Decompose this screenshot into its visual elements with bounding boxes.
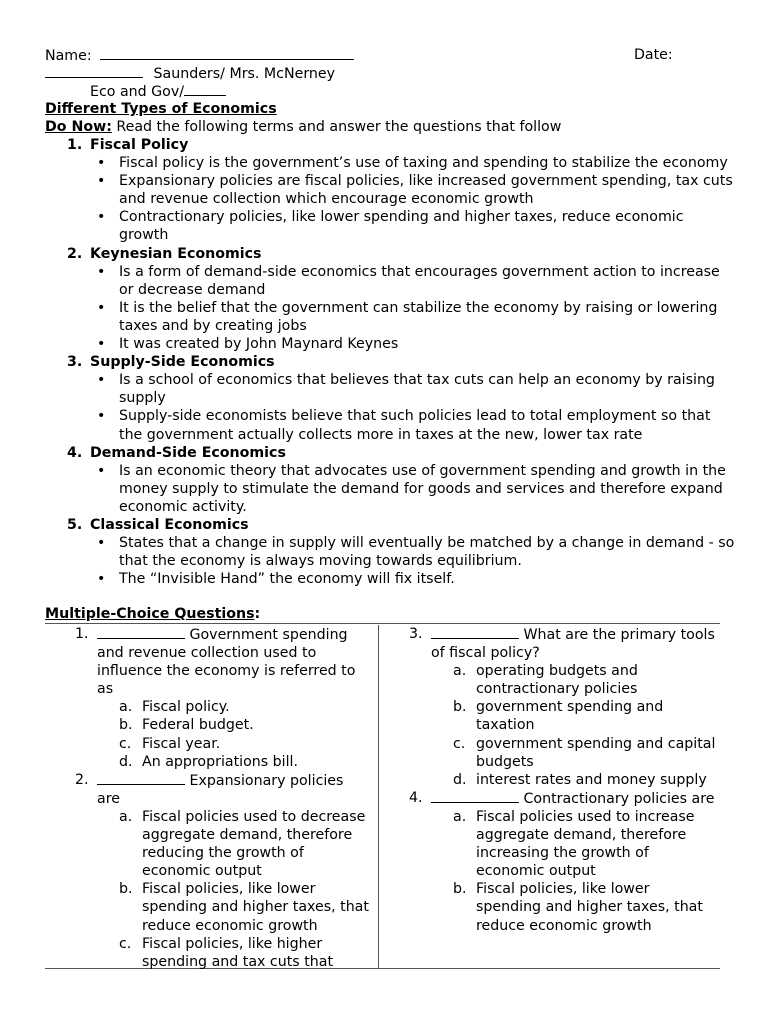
- mc-column-left: [45, 625, 379, 968]
- option-letter: b.: [453, 699, 467, 716]
- term-bullets: [90, 534, 735, 588]
- question-number: 1.: [75, 626, 89, 642]
- terms-list: [45, 136, 735, 588]
- question: [379, 625, 716, 662]
- answer-option[interactable]: [379, 698, 716, 734]
- term-number: 4.: [67, 444, 83, 461]
- answer-option[interactable]: [45, 808, 374, 880]
- class-line: [90, 82, 226, 101]
- question-number: 3.: [409, 626, 423, 642]
- option-text: interest rates and money supply: [476, 771, 707, 788]
- question-stem: [431, 625, 716, 662]
- bullet-glyph: •: [97, 336, 106, 353]
- answer-option[interactable]: [379, 880, 716, 934]
- term-section: [67, 136, 735, 245]
- do-now-line: [45, 118, 561, 136]
- bullet-text: Is a form of demand-side economics that encourages government action to increase or decrease demand: [119, 263, 720, 298]
- question-stem: [97, 771, 367, 808]
- bullet-glyph: •: [97, 155, 106, 172]
- answer-option[interactable]: [45, 880, 374, 934]
- option-text: Federal budget.: [142, 717, 254, 734]
- bullet-glyph: •: [97, 173, 106, 190]
- bullet-glyph: •: [97, 462, 106, 479]
- bullet-text: Is a school of economics that believes that tax cuts can help an economy by raising supply: [119, 372, 715, 407]
- mc-colon: :: [254, 606, 261, 622]
- answer-option[interactable]: [45, 753, 374, 771]
- name-blank[interactable]: [100, 46, 354, 60]
- mc-column-right: [379, 625, 720, 935]
- option-letter: b.: [119, 881, 133, 898]
- term-number: 3.: [67, 354, 83, 371]
- bullet-glyph: •: [97, 263, 106, 280]
- mc-heading-line: [45, 605, 260, 623]
- term-bullets: [90, 371, 735, 443]
- option-text: government spending and taxation: [476, 699, 664, 734]
- term-section: [67, 245, 735, 354]
- bullet-glyph: •: [97, 209, 106, 226]
- bullet-glyph: •: [97, 299, 106, 316]
- option-text: government spending and capital budgets: [476, 735, 716, 770]
- name-line: [45, 46, 354, 65]
- do-now-label: Do Now:: [45, 119, 112, 135]
- bullet-item: [97, 534, 735, 570]
- option-letter: d.: [453, 771, 467, 788]
- bullet-item: [97, 299, 735, 335]
- bullet-text: Expansionary policies are fiscal policies, like increased government spending, tax cuts and revenue collection which encourage economic growth: [119, 173, 733, 208]
- name-label: Name:: [45, 48, 92, 64]
- bullet-text: States that a change in supply will eventually be matched by a change in demand - so that the economy is always moving towards equilibrium.: [119, 535, 735, 570]
- question-number: 4.: [409, 789, 423, 806]
- bullet-item: [97, 462, 735, 516]
- bullet-glyph: •: [97, 372, 106, 389]
- question-number: 2.: [75, 771, 89, 788]
- term-bullets: [90, 154, 735, 244]
- option-letter: a.: [453, 663, 467, 680]
- date-label: Date:: [634, 47, 673, 63]
- term-bullets: [90, 263, 735, 353]
- option-text: Fiscal policies used to increase aggregate demand, therefore increasing the growth of economic output: [476, 808, 695, 880]
- question-text: Expansionary policies are: [97, 772, 344, 807]
- document-title: Different Types of Economics: [45, 101, 277, 117]
- bullet-glyph: •: [97, 571, 106, 588]
- option-text: Fiscal policies, like higher spending and tax cuts that: [142, 935, 334, 970]
- answer-option[interactable]: [45, 698, 374, 716]
- question-text: Contractionary policies are: [519, 790, 715, 807]
- option-letter: c.: [453, 735, 466, 752]
- do-now-text: Read the following terms and answer the questions that follow: [111, 119, 562, 135]
- term-number: 2.: [67, 245, 83, 262]
- class-label: Eco and Gov/: [90, 84, 185, 100]
- answer-option[interactable]: [379, 771, 716, 789]
- bullet-item: [97, 407, 735, 443]
- term-number: 1.: [67, 137, 83, 153]
- terms-section: [45, 136, 735, 588]
- question-text: What are the primary tools of fiscal policy?: [431, 627, 715, 662]
- bullet-item: [97, 263, 735, 299]
- answer-option[interactable]: [379, 662, 716, 698]
- option-letter: a.: [119, 808, 133, 825]
- question: [45, 625, 367, 698]
- bullet-item: [97, 208, 735, 244]
- answer-blank[interactable]: [431, 625, 519, 639]
- term-title: Classical Economics: [90, 516, 249, 533]
- question-stem: [97, 625, 367, 698]
- option-letter: c.: [119, 735, 132, 752]
- question-stem: [431, 789, 716, 808]
- bullet-text: Is an economic theory that advocates use of government spending and growth in the money supply to stimulate the demand for goods and services and therefore expand economic activity.: [119, 462, 726, 515]
- bullet-glyph: •: [97, 408, 106, 425]
- answer-option[interactable]: [379, 808, 716, 880]
- term-title: Keynesian Economics: [90, 245, 262, 262]
- bullet-item: [97, 172, 735, 208]
- date-blank[interactable]: [45, 64, 143, 78]
- term-section: [67, 516, 735, 588]
- answer-option[interactable]: [45, 935, 374, 971]
- term-section: [67, 444, 735, 516]
- bullet-item: [97, 154, 735, 172]
- option-letter: d.: [119, 753, 133, 770]
- bullet-item: [97, 335, 735, 353]
- question: [379, 789, 716, 808]
- bullet-item: [97, 371, 735, 407]
- mc-table: [45, 623, 720, 969]
- bullet-item: [97, 570, 735, 588]
- option-letter: c.: [119, 935, 132, 952]
- term-section: [67, 353, 735, 443]
- bullet-text: It was created by John Maynard Keynes: [119, 336, 399, 353]
- teacher-line: [45, 64, 335, 83]
- class-blank[interactable]: [184, 82, 226, 96]
- question-text: Government spending and revenue collection used to influence the economy is referred to as: [97, 627, 356, 698]
- option-letter: a.: [119, 699, 133, 716]
- bullet-text: Supply-side economists believe that such policies lead to total employment so that the government actually collects more in taxes at the new, lower tax rate: [119, 408, 711, 443]
- bullet-text: It is the belief that the government can stabilize the economy by raising or lowering taxes and by creating jobs: [119, 299, 718, 334]
- bullet-glyph: •: [97, 535, 106, 552]
- answer-blank[interactable]: [97, 771, 185, 785]
- term-title: Supply-Side Economics: [90, 354, 275, 371]
- term-title: Fiscal Policy: [90, 137, 189, 153]
- teacher-name: Saunders/ Mrs. McNerney: [153, 66, 336, 82]
- term-title: Demand-Side Economics: [90, 444, 286, 461]
- mc-heading: Multiple-Choice Questions: [45, 606, 255, 622]
- option-text: Fiscal policies, like lower spending and higher taxes, that reduce economic growth: [142, 881, 369, 934]
- bullet-text: Fiscal policy is the government’s use of taxing and spending to stabilize the economy: [119, 155, 728, 172]
- option-text: An appropriations bill.: [142, 753, 299, 770]
- answer-option[interactable]: [45, 716, 374, 734]
- answer-blank[interactable]: [431, 789, 519, 803]
- answer-option[interactable]: [379, 735, 716, 771]
- option-text: Fiscal policy.: [142, 699, 230, 716]
- option-letter: b.: [119, 717, 133, 734]
- option-text: operating budgets and contractionary policies: [476, 663, 638, 698]
- term-bullets: [90, 462, 735, 516]
- term-number: 5.: [67, 516, 83, 533]
- answer-blank[interactable]: [97, 625, 185, 639]
- option-letter: a.: [453, 808, 467, 825]
- bullet-text: Contractionary policies, like lower spending and higher taxes, reduce economic growth: [119, 209, 684, 244]
- answer-option[interactable]: [45, 735, 374, 753]
- option-text: Fiscal policies, like lower spending and higher taxes, that reduce economic growth: [476, 881, 703, 934]
- question: [45, 771, 367, 808]
- option-text: Fiscal year.: [142, 735, 221, 752]
- option-letter: b.: [453, 881, 467, 898]
- bullet-text: The “Invisible Hand” the economy will fix itself.: [119, 571, 455, 588]
- option-text: Fiscal policies used to decrease aggregate demand, therefore reducing the growth of economic output: [142, 808, 366, 880]
